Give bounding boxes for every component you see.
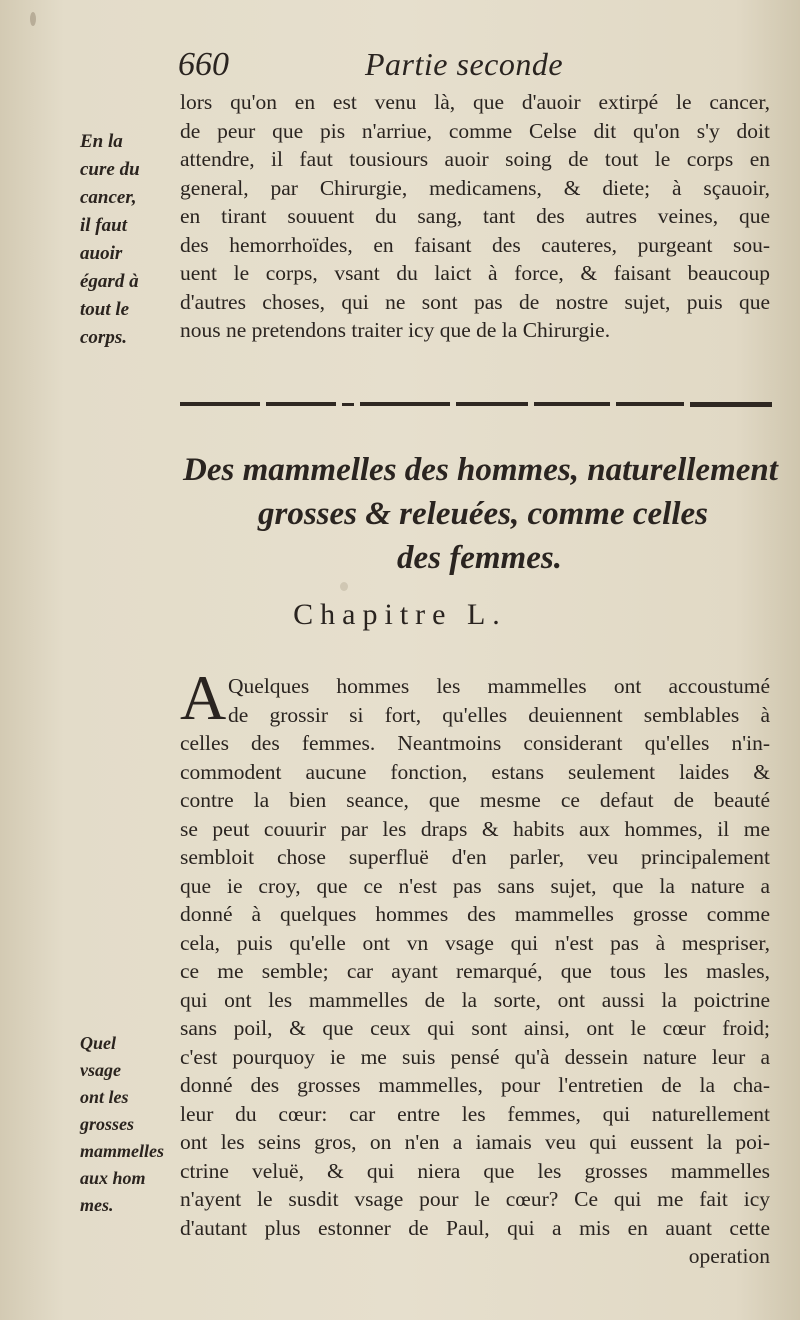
text-line: attendre, il faut tousiours auoir soing de tout le corps en [180,147,770,171]
text-line: se peut couurir par les draps & habits aux hommes, il me [180,816,770,841]
paragraph-opening [228,672,770,729]
page-header [0,40,800,90]
margin-note-line: En la [80,131,123,152]
text-line: de peur que pis n'arriue, comme Celse dit qu'on s'y doit [180,118,770,143]
margin-note-line: grosses [80,1114,135,1134]
ornamental-rule [180,400,772,408]
drop-capital: A [180,662,227,733]
text-line: qui ont les mammelles de la sorte, ont aussi la poictrine [180,987,770,1012]
text-line: lors qu'on en est venu là, que d'auoir extirpé le cancer, [180,90,770,114]
top-paragraph [180,88,770,345]
text-line: de grossir si fort, qu'elles deuiennent semblables à [228,702,770,727]
text-line: n'ayent le susdit vsage pour le cœur? Ce qui me fait icy [180,1187,770,1211]
ink-mark [30,12,36,26]
text-line: que ie croy, que ce n'est pas sans sujet, que la nature a [180,873,770,898]
text-line: commodent aucune fonction, estans seulement laides & [180,759,770,784]
margin-note-line: aux hom [80,1168,146,1188]
text-line: contre la bien seance, que mesme ce defaut de beauté [180,788,770,812]
margin-note-line: tout le [80,299,130,320]
margin-note-line: Quel [80,1033,116,1053]
text-line: des hemorrhoïdes, en faisant des cauteres, purgeant sou- [180,232,770,257]
margin-note-usage [80,1030,164,1219]
text-line: c'est pourquoy ie me suis pensé qu'à dessein nature leur a [180,1044,770,1069]
text-line: sembloit chose superfluë d'en parler, veu principalement [180,845,770,869]
section-title-line: Des mammelles des hommes, naturellement [183,452,778,488]
margin-note-line: mammelles [80,1141,164,1161]
text-line: ont les seins gros, on n'en a iamais veu qui eussent la poi- [180,1130,770,1154]
text-line: general, par Chirurgie, medicamens, & diete; à sçauoir, [180,175,770,200]
text-line: d'autant plus estonner de Paul, qui a mis en auant cette [180,1215,770,1240]
text-line: sans poil, & que ceux qui sont ainsi, ont le cœur froid; [180,1016,770,1040]
text-line: Quelques hommes les mammelles ont accoustumé [228,674,770,698]
margin-note-line: ont les [80,1087,129,1107]
section-title-line: grosses & releuées, comme celles [258,496,708,532]
catchword: operation [688,1244,770,1268]
margin-note-line: corps. [80,327,127,348]
text-line: nous ne pretendons traiter icy que de la Chirurgie. [180,318,611,342]
text-line: leur du cœur: car entre les femmes, qui naturellement [180,1101,770,1126]
text-line: ce me semble; car ayant remarqué, que tous les masles, [180,959,770,983]
text-line: celles des femmes. Neantmoins considerant qu'elles n'in- [180,731,770,755]
running-head: Partie seconde [365,46,564,82]
margin-note-line: cancer, [80,187,137,208]
ink-dot [340,582,348,591]
main-paragraph [180,729,770,1271]
text-line: en tirant souuent du sang, tant des autres veines, que [180,204,770,228]
margin-note-line: égard à [80,271,139,292]
text-line: donné à quelques hommes des mammelles grosse comme [180,902,770,926]
text-line: d'autres choses, qui ne sont pas de nostre sujet, puis que [180,289,770,314]
margin-note-cancer [80,128,140,352]
margin-note-line: mes. [80,1195,114,1215]
text-line: donné des grosses mammelles, pour l'entretien de la cha- [180,1073,770,1097]
chapter-heading: Chapitre L. [293,598,507,631]
text-line: uent le corps, vsant du laict à force, & faisant beaucoup [180,261,770,285]
margin-note-line: vsage [80,1060,121,1080]
section-title-line: des femmes. [397,540,562,576]
text-line: ctrine veluë, & qui niera que les grosses mammelles [180,1158,770,1183]
margin-note-line: cure du [80,159,140,180]
margin-note-line: auoir [80,243,123,264]
page-number: 660 [178,46,229,83]
margin-note-line: il faut [80,215,127,236]
text-line: cela, puis qu'elle ont vn vsage qui n'est pas à mespriser, [180,930,770,955]
